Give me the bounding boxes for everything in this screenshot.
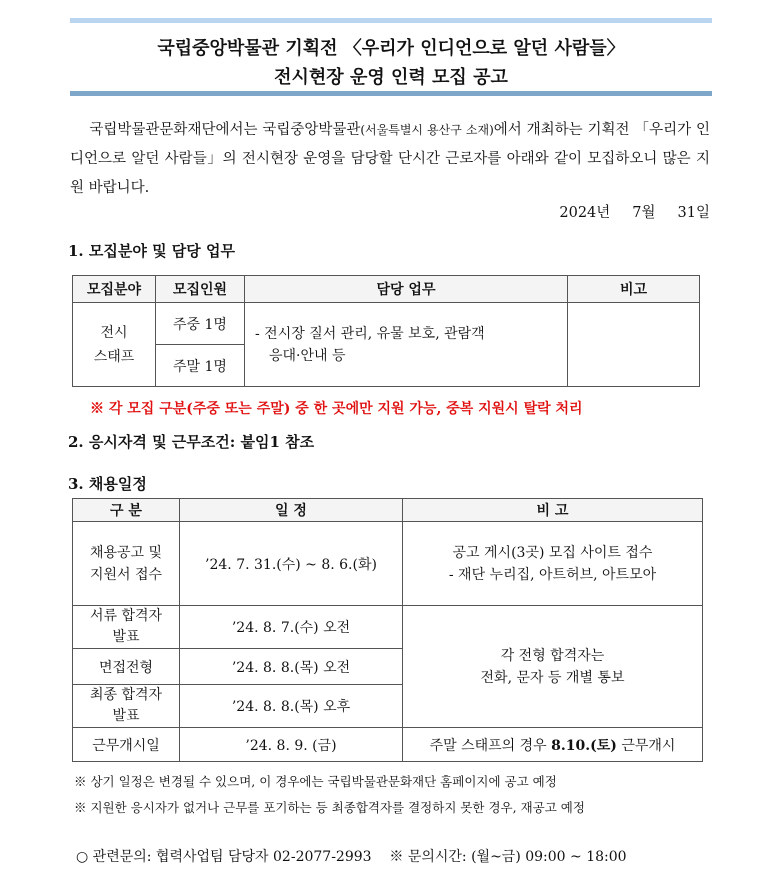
title-top-bar xyxy=(70,18,712,23)
schedule-row xyxy=(73,606,703,649)
contact-hours: ※ 문의시간: (월~금) 09:00 ~ 18:00 xyxy=(389,849,627,865)
section2-heading: 2. 응시자격 및 근무조건: 붙임1 참조 xyxy=(68,433,315,451)
schedule-label: 서류 합격자 발표 xyxy=(73,606,180,649)
recruit-header-field: 모집분야 xyxy=(73,276,156,303)
title-box xyxy=(70,18,712,96)
schedule-date: ’24. 8. 9. (금) xyxy=(180,728,403,762)
intro-paragraph xyxy=(70,116,710,203)
schedule-row xyxy=(73,728,703,762)
date-day: 31일 xyxy=(677,205,710,221)
schedule-label: 채용공고 및 지원서 접수 xyxy=(73,522,180,606)
schedule-remark-start: 주말 스태프의 경우 8.10.(토) 근무개시 xyxy=(403,728,703,762)
schedule-date: ’24. 8. 8.(목) 오후 xyxy=(180,685,403,728)
schedule-table xyxy=(72,498,703,762)
schedule-header-remark: 비 고 xyxy=(403,499,703,522)
page-subtitle: 전시현장 운영 인력 모집 공고 xyxy=(274,67,508,88)
schedule-date: ’24. 8. 7.(수) 오전 xyxy=(180,606,403,649)
schedule-row xyxy=(73,522,703,606)
schedule-label: 근무개시일 xyxy=(73,728,180,762)
title-bottom-bar xyxy=(70,91,712,96)
notice-date xyxy=(537,201,710,222)
date-year: 2024년 xyxy=(559,205,611,221)
recruit-duty xyxy=(245,303,568,387)
schedule-remark-notify: 각 전형 합격자는 전화, 문자 등 개별 통보 xyxy=(403,606,703,728)
intro-location: (서울특별시 용산구 소재) xyxy=(360,123,494,137)
duty-line2: 응대·안내 등 xyxy=(269,347,346,364)
contact-info xyxy=(76,846,627,866)
recruit-header-note: 비고 xyxy=(568,276,700,303)
schedule-label: 최종 합격자 발표 xyxy=(73,685,180,728)
schedule-remark-posting: 공고 게시(3곳) 모집 사이트 접수 - 재단 누리집, 아트허브, 아트모아 xyxy=(403,522,703,606)
duplicate-warning: ※ 각 모집 구분(주중 또는 주말) 중 한 곳에만 지원 가능, 중복 지원시 탈락 처리 xyxy=(90,401,583,417)
contact-label: ○ 관련문의: 협력사업팀 담당자 02-2077-2993 xyxy=(76,849,372,865)
recruit-weekend: 주말 1명 xyxy=(156,345,245,387)
schedule-label: 면접전형 xyxy=(73,649,180,685)
section1-heading: 1. 모집분야 및 담당 업무 xyxy=(68,242,235,260)
schedule-date: ’24. 7. 31.(수) ~ 8. 6.(화) xyxy=(180,522,403,606)
intro-part2: 에서 개최하는 기획전 「우리가 인디언으로 알던 사람들」의 전시현장 운영을 담당할 단시간 근로자를 아래와 같이 모집하오니 많은 지원 바랍니다. xyxy=(70,122,710,196)
recruit-note xyxy=(568,303,700,387)
schedule-header-category: 구 분 xyxy=(73,499,180,522)
recruit-header-duty: 담당 업무 xyxy=(245,276,568,303)
recruit-weekday: 주중 1명 xyxy=(156,303,245,345)
recruit-field: 전시 스태프 xyxy=(73,303,156,387)
schedule-header-date: 일 정 xyxy=(180,499,403,522)
schedule-note: ※ 지원한 응시자가 없거나 근무를 포기하는 등 최종합격자를 결정하지 못한 경우, 재공고 예정 xyxy=(74,800,585,815)
page-title: 국립중앙박물관 기획전 〈우리가 인디언으로 알던 사람들〉 xyxy=(157,38,625,59)
section3-heading: 3. 채용일정 xyxy=(68,475,147,493)
recruit-table xyxy=(72,275,700,387)
schedule-note: ※ 상기 일정은 변경될 수 있으며, 이 경우에는 국립박물관문화재단 홈페이지에 공고 예정 xyxy=(74,774,557,789)
intro-part1: 국립박물관문화재단에서는 국립중앙박물관 xyxy=(89,122,361,138)
recruit-header-count: 모집인원 xyxy=(156,276,245,303)
schedule-date: ’24. 8. 8.(목) 오전 xyxy=(180,649,403,685)
duty-line1: - 전시장 질서 관리, 유물 보호, 관람객 xyxy=(255,325,485,342)
date-month: 7월 xyxy=(632,205,656,221)
